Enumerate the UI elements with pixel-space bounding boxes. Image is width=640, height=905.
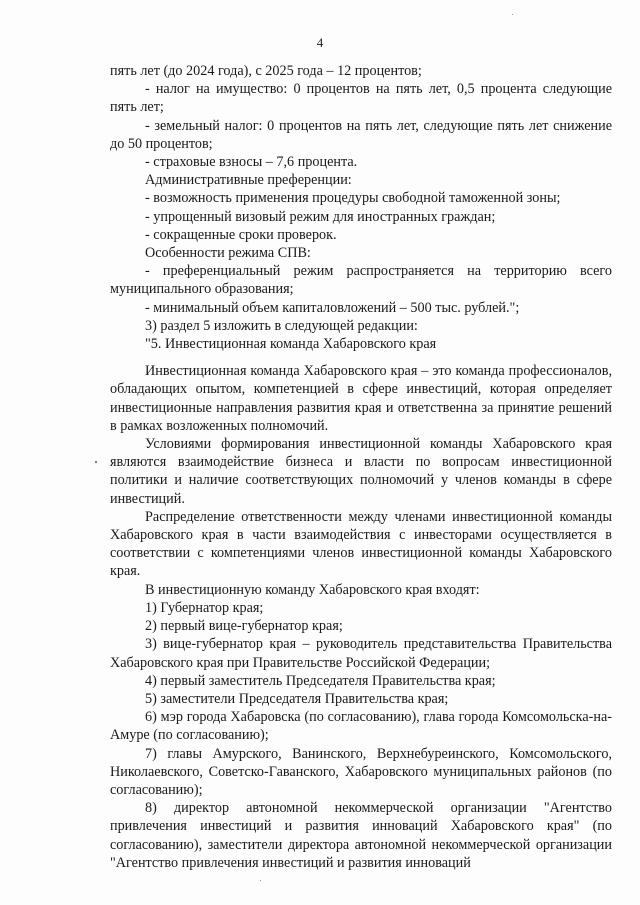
paragraph: - налог на имущество: 0 процентов на пять лет, 0,5 процента следующие пять лет; [110,81,612,116]
paragraph: - сокращенные сроки проверок. [145,226,337,243]
paragraph: Административные преференции: [145,172,352,189]
paragraph: Инвестиционная команда Хабаровского края – это команда профессионалов, обладающих опытом, компетенцией в сфере инвестиций, которая определяет инвестиционные направления развития края и ответственна за принятие решений в рамках возложенных полномочий. [110,363,612,434]
scan-speck [512,14,513,15]
section-heading: "5. Инвестиционная команда Хабаровского края [145,336,437,353]
paragraph: - минимальный объем капиталовложений – 500 тыс. рублей."; [145,299,520,316]
paragraph: - упрощенный визовый режим для иностранных граждан; [145,208,496,225]
page-number: 4 [316,35,324,50]
paragraph: 3) раздел 5 изложить в следующей редакции: [145,317,418,334]
paragraph: 2) первый вице-губернатор края; [145,618,343,635]
paragraph: пять лет (до 2024 года), с 2025 года – 12 процентов; [110,63,422,79]
paragraph: 3) вице-губернатор края – руководитель представительства Правительства Хабаровского края при Правительстве Российской Федерации; [110,636,612,671]
paragraph: 7) главы Амурского, Ванинского, Верхнебуреинского, Комсомольского, Николаевского, Советско-Гаванского, Хабаровского муниципальных районов (по согласованию); [110,745,612,798]
paragraph: - возможность применения процедуры свободной таможенной зоны; [145,190,561,207]
paragraph: 8) директор автономной некоммерческой организации "Агентство привлечения инвестиций и развития инноваций Хабаровского края" (по согласованию), заместители директора автономной некоммерческой организации "Агентство привлечения инвестиций и развития инноваций [110,800,612,871]
paragraph: 4) первый заместитель Председателя Правительства края; [145,672,496,689]
scan-speck [95,461,97,463]
paragraph: Особенности режима СПВ: [145,245,311,262]
paragraph: - страховые взносы – 7,6 процента. [145,154,358,171]
paragraph: 1) Губернатор края; [145,599,264,616]
paragraph: Условиями формирования инвестиционной команды Хабаровского края являются взаимодействие бизнеса и власти по вопросам инвестиционной политики и наличие соответствующих полномочий у членов команды в сфере инвестиций. [110,436,612,507]
scan-speck [260,880,261,881]
paragraph: 5) заместители Председателя Правительства края; [145,690,449,707]
paragraph: 6) мэр города Хабаровска (по согласованию), глава города Комсомольска-на-Амуре (по согласованию); [110,709,612,744]
paragraph: Распределение ответственности между членами инвестиционной команды Хабаровского края в части взаимодействия с инвесторами осуществляется в соответствии с компетенциями членов инвестиционной команды Хабаровского края. [110,508,612,580]
document-body [110,62,612,872]
paragraph: В инвестиционную команду Хабаровского края входят: [145,581,480,598]
paragraph: - преференциальный режим распространяется на территорию всего муниципального образования; [110,263,612,298]
paragraph: - земельный налог: 0 процентов на пять лет, следующие пять лет снижение до 50 процентов; [110,117,612,152]
